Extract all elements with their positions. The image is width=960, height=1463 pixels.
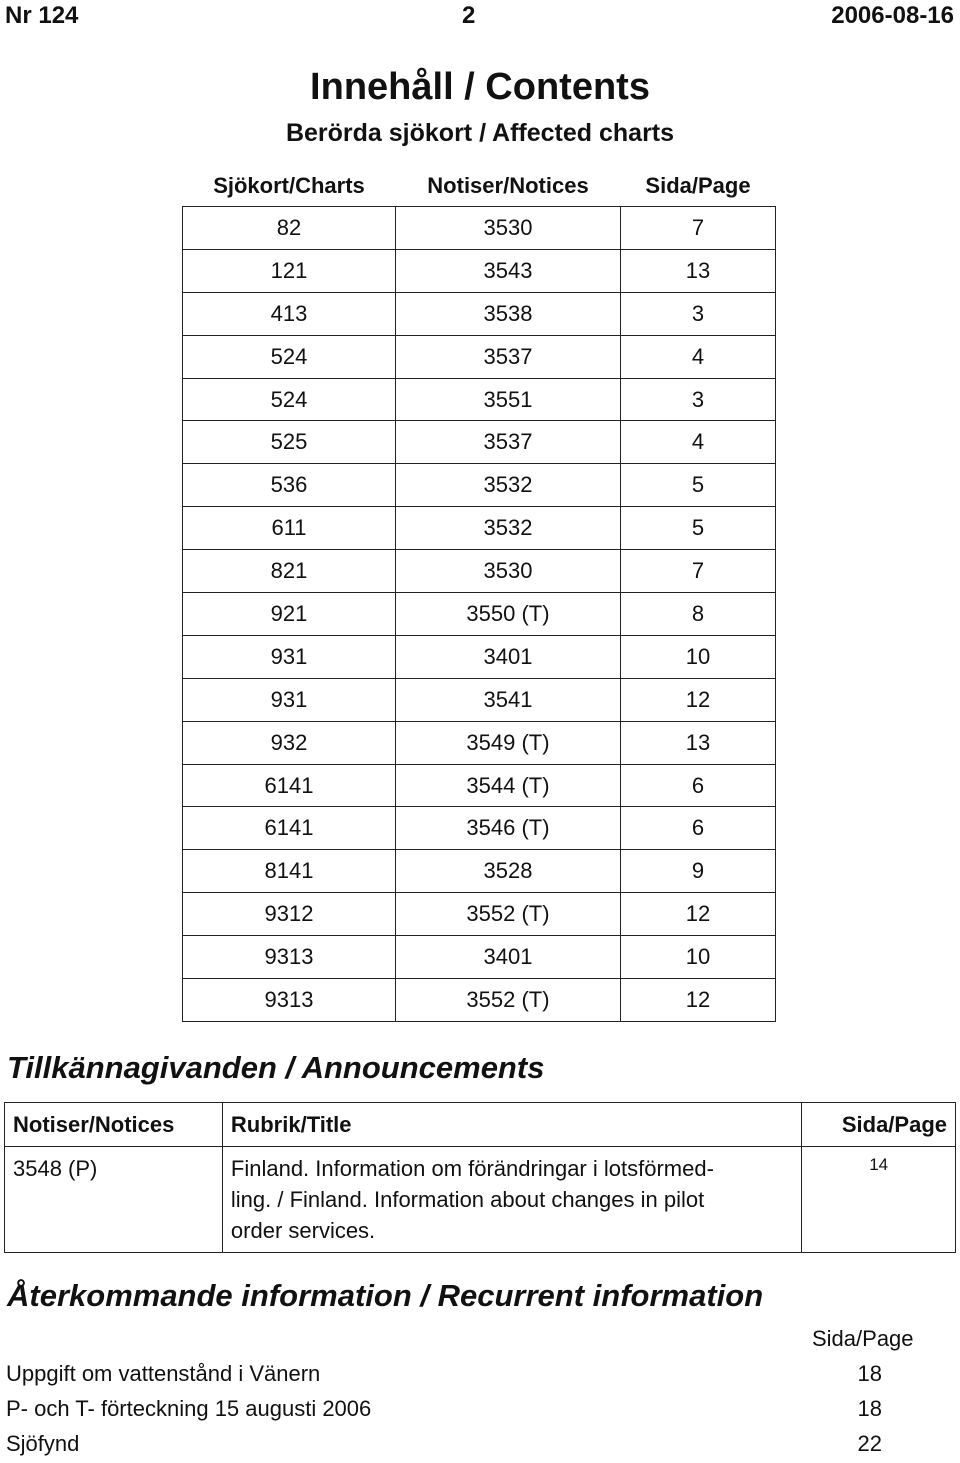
chart-number: 931 xyxy=(183,635,396,678)
table-row xyxy=(183,764,776,807)
announcement-page: 14 xyxy=(802,1147,956,1253)
page-number-cell: 6 xyxy=(621,764,776,807)
page-number-cell: 13 xyxy=(621,249,776,292)
chart-number: 8141 xyxy=(183,850,396,893)
notice-number: 3532 xyxy=(396,507,621,550)
list-item xyxy=(6,1396,882,1422)
page-number-cell: 9 xyxy=(621,850,776,893)
column-header-page: Sida/Page xyxy=(621,165,776,207)
chart-number: 6141 xyxy=(183,764,396,807)
table-row xyxy=(183,292,776,335)
page-subtitle: Berörda sjökort / Affected charts xyxy=(285,119,675,147)
affected-charts-table xyxy=(182,165,776,1022)
notice-number: 3532 xyxy=(396,464,621,507)
announcement-title xyxy=(222,1147,801,1253)
notice-number: 3401 xyxy=(396,936,621,979)
table-row xyxy=(183,893,776,936)
page-number-cell: 12 xyxy=(621,979,776,1022)
notice-number: 3549 (T) xyxy=(396,721,621,764)
announcement-title-line: order services. xyxy=(230,1218,376,1243)
table-row xyxy=(183,207,776,250)
announcement-notice: 3548 (P) xyxy=(5,1147,223,1253)
notice-number: 3543 xyxy=(396,249,621,292)
page-number-cell: 3 xyxy=(621,292,776,335)
list-item xyxy=(6,1361,882,1387)
table-row xyxy=(183,550,776,593)
notice-number: 3546 (T) xyxy=(396,807,621,850)
chart-number: 6141 xyxy=(183,807,396,850)
table-row xyxy=(5,1147,956,1253)
page-number-cell: 12 xyxy=(621,893,776,936)
list-item xyxy=(6,1431,882,1457)
table-row xyxy=(183,249,776,292)
page-number-cell: 13 xyxy=(621,721,776,764)
page-number-cell: 4 xyxy=(621,335,776,378)
page-number: 2 xyxy=(462,2,476,29)
issue-date: 2006-08-16 xyxy=(831,2,954,29)
chart-number: 413 xyxy=(183,292,396,335)
announcement-title-line: ling. / Finland. Information about changes in pilot xyxy=(230,1187,705,1212)
page-number-cell: 6 xyxy=(621,807,776,850)
page-number-cell: 5 xyxy=(621,464,776,507)
notice-number: 3537 xyxy=(396,421,621,464)
table-header-row xyxy=(183,165,776,207)
chart-number: 9313 xyxy=(183,936,396,979)
page-title: Innehåll / Contents xyxy=(310,66,650,108)
chart-number: 932 xyxy=(183,721,396,764)
notice-number: 3552 (T) xyxy=(396,893,621,936)
notice-number: 3552 (T) xyxy=(396,979,621,1022)
page-number-cell: 7 xyxy=(621,550,776,593)
recurrent-item-page: 18 xyxy=(857,1396,882,1421)
table-row xyxy=(183,593,776,636)
chart-number: 82 xyxy=(183,207,396,250)
notice-number: 3537 xyxy=(396,335,621,378)
table-row xyxy=(183,678,776,721)
recurrent-item-label: Uppgift om vattenstånd i Vänern xyxy=(6,1361,321,1386)
page-number-cell: 7 xyxy=(621,207,776,250)
chart-number: 536 xyxy=(183,464,396,507)
announcements-table xyxy=(4,1102,956,1253)
table-row xyxy=(183,335,776,378)
notice-number: 3550 (T) xyxy=(396,593,621,636)
table-header-row xyxy=(5,1103,956,1147)
recurrent-item-label: P- och T- förteckning 15 augusti 2006 xyxy=(6,1396,372,1421)
notice-number: 3544 (T) xyxy=(396,764,621,807)
chart-number: 9312 xyxy=(183,893,396,936)
recurrent-item-label: Sjöfynd xyxy=(6,1431,80,1456)
announcement-title-line: Finland. Information om förändringar i lotsförmed- xyxy=(230,1156,714,1181)
chart-number: 611 xyxy=(183,507,396,550)
column-header-title: Rubrik/Title xyxy=(222,1103,801,1147)
notice-number: 3530 xyxy=(396,550,621,593)
table-row xyxy=(183,507,776,550)
chart-number: 921 xyxy=(183,593,396,636)
page-number-cell: 8 xyxy=(621,593,776,636)
notice-number: 3530 xyxy=(396,207,621,250)
chart-number: 931 xyxy=(183,678,396,721)
table-row xyxy=(183,464,776,507)
recurrent-page-header: Sida/Page xyxy=(812,1326,914,1351)
table-row xyxy=(183,807,776,850)
page-number-cell: 12 xyxy=(621,678,776,721)
table-row xyxy=(183,850,776,893)
column-header-page: Sida/Page xyxy=(802,1103,956,1147)
chart-number: 121 xyxy=(183,249,396,292)
column-header-charts: Sjökort/Charts xyxy=(183,165,396,207)
issue-number: Nr 124 xyxy=(5,2,79,29)
notice-number: 3551 xyxy=(396,378,621,421)
chart-number: 524 xyxy=(183,335,396,378)
column-header-notices: Notiser/Notices xyxy=(396,165,621,207)
chart-number: 525 xyxy=(183,421,396,464)
notice-number: 3528 xyxy=(396,850,621,893)
chart-number: 524 xyxy=(183,378,396,421)
recurrent-heading: Återkommande information / Recurrent information xyxy=(7,1278,764,1313)
table-row xyxy=(183,378,776,421)
page-number-cell: 3 xyxy=(621,378,776,421)
recurrent-item-page: 22 xyxy=(857,1431,882,1456)
notice-number: 3541 xyxy=(396,678,621,721)
recurrent-item-page: 18 xyxy=(857,1361,882,1386)
page-number-cell: 5 xyxy=(621,507,776,550)
page-number-cell: 10 xyxy=(621,936,776,979)
table-row xyxy=(183,936,776,979)
chart-number: 821 xyxy=(183,550,396,593)
announcements-heading: Tillkännagivanden / Announcements xyxy=(7,1050,545,1085)
table-row xyxy=(183,979,776,1022)
table-row xyxy=(183,635,776,678)
column-header-notices: Notiser/Notices xyxy=(5,1103,223,1147)
page-number-cell: 10 xyxy=(621,635,776,678)
table-row xyxy=(183,721,776,764)
page-number-cell: 4 xyxy=(621,421,776,464)
chart-number: 9313 xyxy=(183,979,396,1022)
notice-number: 3401 xyxy=(396,635,621,678)
notice-number: 3538 xyxy=(396,292,621,335)
table-row xyxy=(183,421,776,464)
